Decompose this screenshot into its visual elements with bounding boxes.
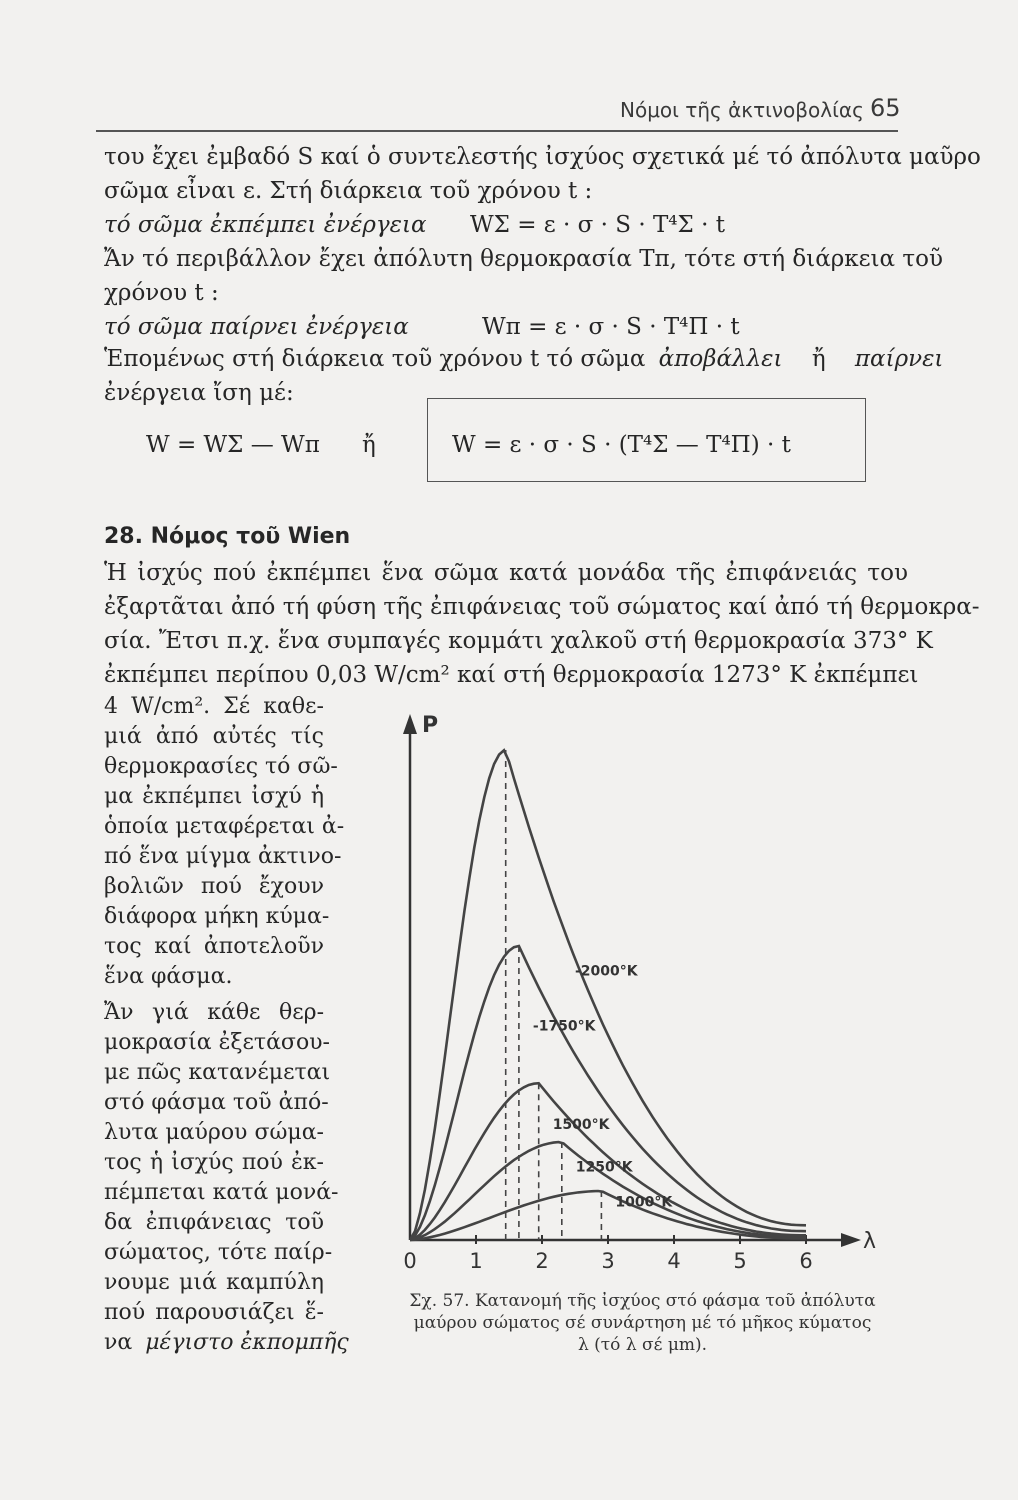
narrow-line: διάφορα μήκη κύμα- (104, 904, 330, 929)
text-line: ἐνέργεια ἴση μέ: (104, 380, 294, 406)
x-tick-label: 2 (535, 1249, 549, 1273)
narrow-line: μοκρασία ἐξετάσου- (104, 1030, 330, 1055)
x-tick-label: 6 (799, 1249, 813, 1273)
text-line-composite (104, 344, 943, 374)
text-segment: να (104, 1330, 133, 1355)
text-line: ἐξαρτᾶται ἀπό τή φύση τῆς ἐπιφάνειας τοῦ σώματος καί ἀπό τή θερμοκρα- (104, 594, 980, 620)
text-line: χρόνου t : (104, 280, 219, 306)
section-heading: 28. Νόμος τοῦ Wien (104, 524, 351, 549)
running-header: Νόμοι τῆς ἀκτινοβολίας (620, 98, 864, 122)
y-axis-arrow (403, 714, 417, 734)
text-segment-italic: μέγιστο ἐκπομπῆς (145, 1330, 349, 1355)
text-segment-italic: ἀποβάλλει (658, 346, 783, 372)
narrow-line: θερμοκρασίες τό σῶ- (104, 754, 338, 779)
curve-label: -1750°K (532, 1018, 596, 1035)
caption-line: Σχ. 57. Κατανομή τῆς ἰσχύος στό φάσμα τοῦ ἀπόλυτα (409, 1291, 876, 1311)
narrow-line: τος καί ἀποτελοῦν (104, 934, 324, 959)
text-line-label: τό σῶμα παίρνει ἐνέργεια (104, 314, 409, 340)
narrow-line: πέμπεται κατά μονά- (104, 1180, 339, 1205)
curve-label: 1500°K (552, 1117, 610, 1134)
x-tick-label: 3 (601, 1249, 615, 1273)
narrow-line: με πῶς κατανέμεται (104, 1060, 331, 1085)
formula-absorbed-energy: Wπ = ε · σ · S · T⁴Π · t (482, 314, 740, 340)
y-axis-label: P (422, 713, 439, 738)
x-tick-label: 0 (403, 1249, 417, 1273)
narrow-line: νουμε μιά καμπύλη (104, 1270, 324, 1295)
narrow-line: δα ἐπιφάνειας τοῦ (104, 1210, 324, 1235)
formula-net-energy: W = WΣ — Wπ (146, 432, 320, 458)
narrow-line: ὁποία μεταφέρεται ἀ- (104, 814, 345, 839)
text-line: Ἄν τό περιβάλλον ἔχει ἀπόλυτη θερμοκρασία Tπ, τότε στή διάρκεια τοῦ (104, 246, 943, 272)
narrow-line: τος ἡ ἰσχύς πού ἐκ- (104, 1150, 324, 1175)
narrow-line: στό φάσμα τοῦ ἀπό- (104, 1090, 329, 1115)
curve-label: -2000°K (575, 963, 638, 980)
page-number: 65 (870, 94, 901, 122)
narrow-line: μα ἐκπέμπει ἰσχύ ἡ (104, 784, 324, 809)
narrow-line-composite (104, 1328, 349, 1358)
planck-distribution-chart (380, 710, 900, 1285)
caption-line: λ (τό λ σέ μm). (577, 1335, 708, 1355)
chart-labels (403, 713, 876, 1273)
curve-label: 1000°K (615, 1194, 673, 1211)
curve-label: 1250°K (575, 1159, 633, 1176)
text-line: σῶμα εἶναι ε. Στή διάρκεια τοῦ χρόνου t : (104, 178, 593, 204)
text-segment: Ἑπομένως στή διάρκεια τοῦ χρόνου t τό σῶμα (104, 346, 646, 372)
narrow-line: βολιῶν πού ἔχουν (104, 874, 324, 899)
formula-emitted-energy: WΣ = ε · σ · S · T⁴Σ · t (470, 212, 725, 238)
curve-1 (410, 946, 806, 1240)
narrow-line: Ἄν γιά κάθε θερ- (104, 1000, 324, 1025)
narrow-line: πού παρουσιάζει ἕ- (104, 1300, 324, 1325)
formula-or: ἤ (362, 432, 376, 458)
narrow-line: μιά ἀπό αὐτές τίς (104, 724, 324, 749)
text-segment-italic: παίρνει (854, 346, 944, 372)
caption-line: μαύρου σώματος σέ συνάρτηση μέ τό μῆκος κύματος (413, 1313, 872, 1333)
x-axis-label: λ (863, 1229, 877, 1254)
formula-boxed: W = ε · σ · S · (T⁴Σ — T⁴Π) · t (452, 432, 791, 458)
x-tick-label: 5 (733, 1249, 747, 1273)
text-line: σία. Ἔτσι π.χ. ἕνα συμπαγές κομμάτι χαλκοῦ στή θερμοκρασία 373° K (104, 628, 933, 654)
x-tick-label: 4 (667, 1249, 681, 1273)
narrow-line: 4 W/cm². Σέ καθε- (104, 694, 324, 719)
narrow-line: ἕνα φάσμα. (104, 964, 233, 989)
header-rule (96, 130, 898, 132)
narrow-line: πό ἕνα μίγμα ἀκτινο- (104, 844, 342, 869)
narrow-line: λυτα μαύρου σώμα- (104, 1120, 324, 1145)
text-line: ἐκπέμπει περίπου 0,03 W/cm² καί στή θερμοκρασία 1273° K ἐκπέμπει (104, 662, 919, 688)
text-segment: ἤ (811, 346, 826, 372)
narrow-line: σώματος, τότε παίρ- (104, 1240, 333, 1265)
x-tick-label: 1 (469, 1249, 483, 1273)
x-axis-arrow (841, 1233, 861, 1247)
text-line-label: τό σῶμα ἐκπέμπει ἐνέργεια (104, 212, 427, 238)
figure-caption (380, 1290, 905, 1356)
text-line: του ἔχει ἐμβαδό S καί ὁ συντελεστής ἰσχύος σχετικά μέ τό ἀπόλυτα μαῦρο (104, 144, 981, 170)
text-line: Ἡ ἰσχύς πού ἐκπέμπει ἕνα σῶμα κατά μονάδα τῆς ἐπιφάνειάς του (104, 560, 908, 586)
